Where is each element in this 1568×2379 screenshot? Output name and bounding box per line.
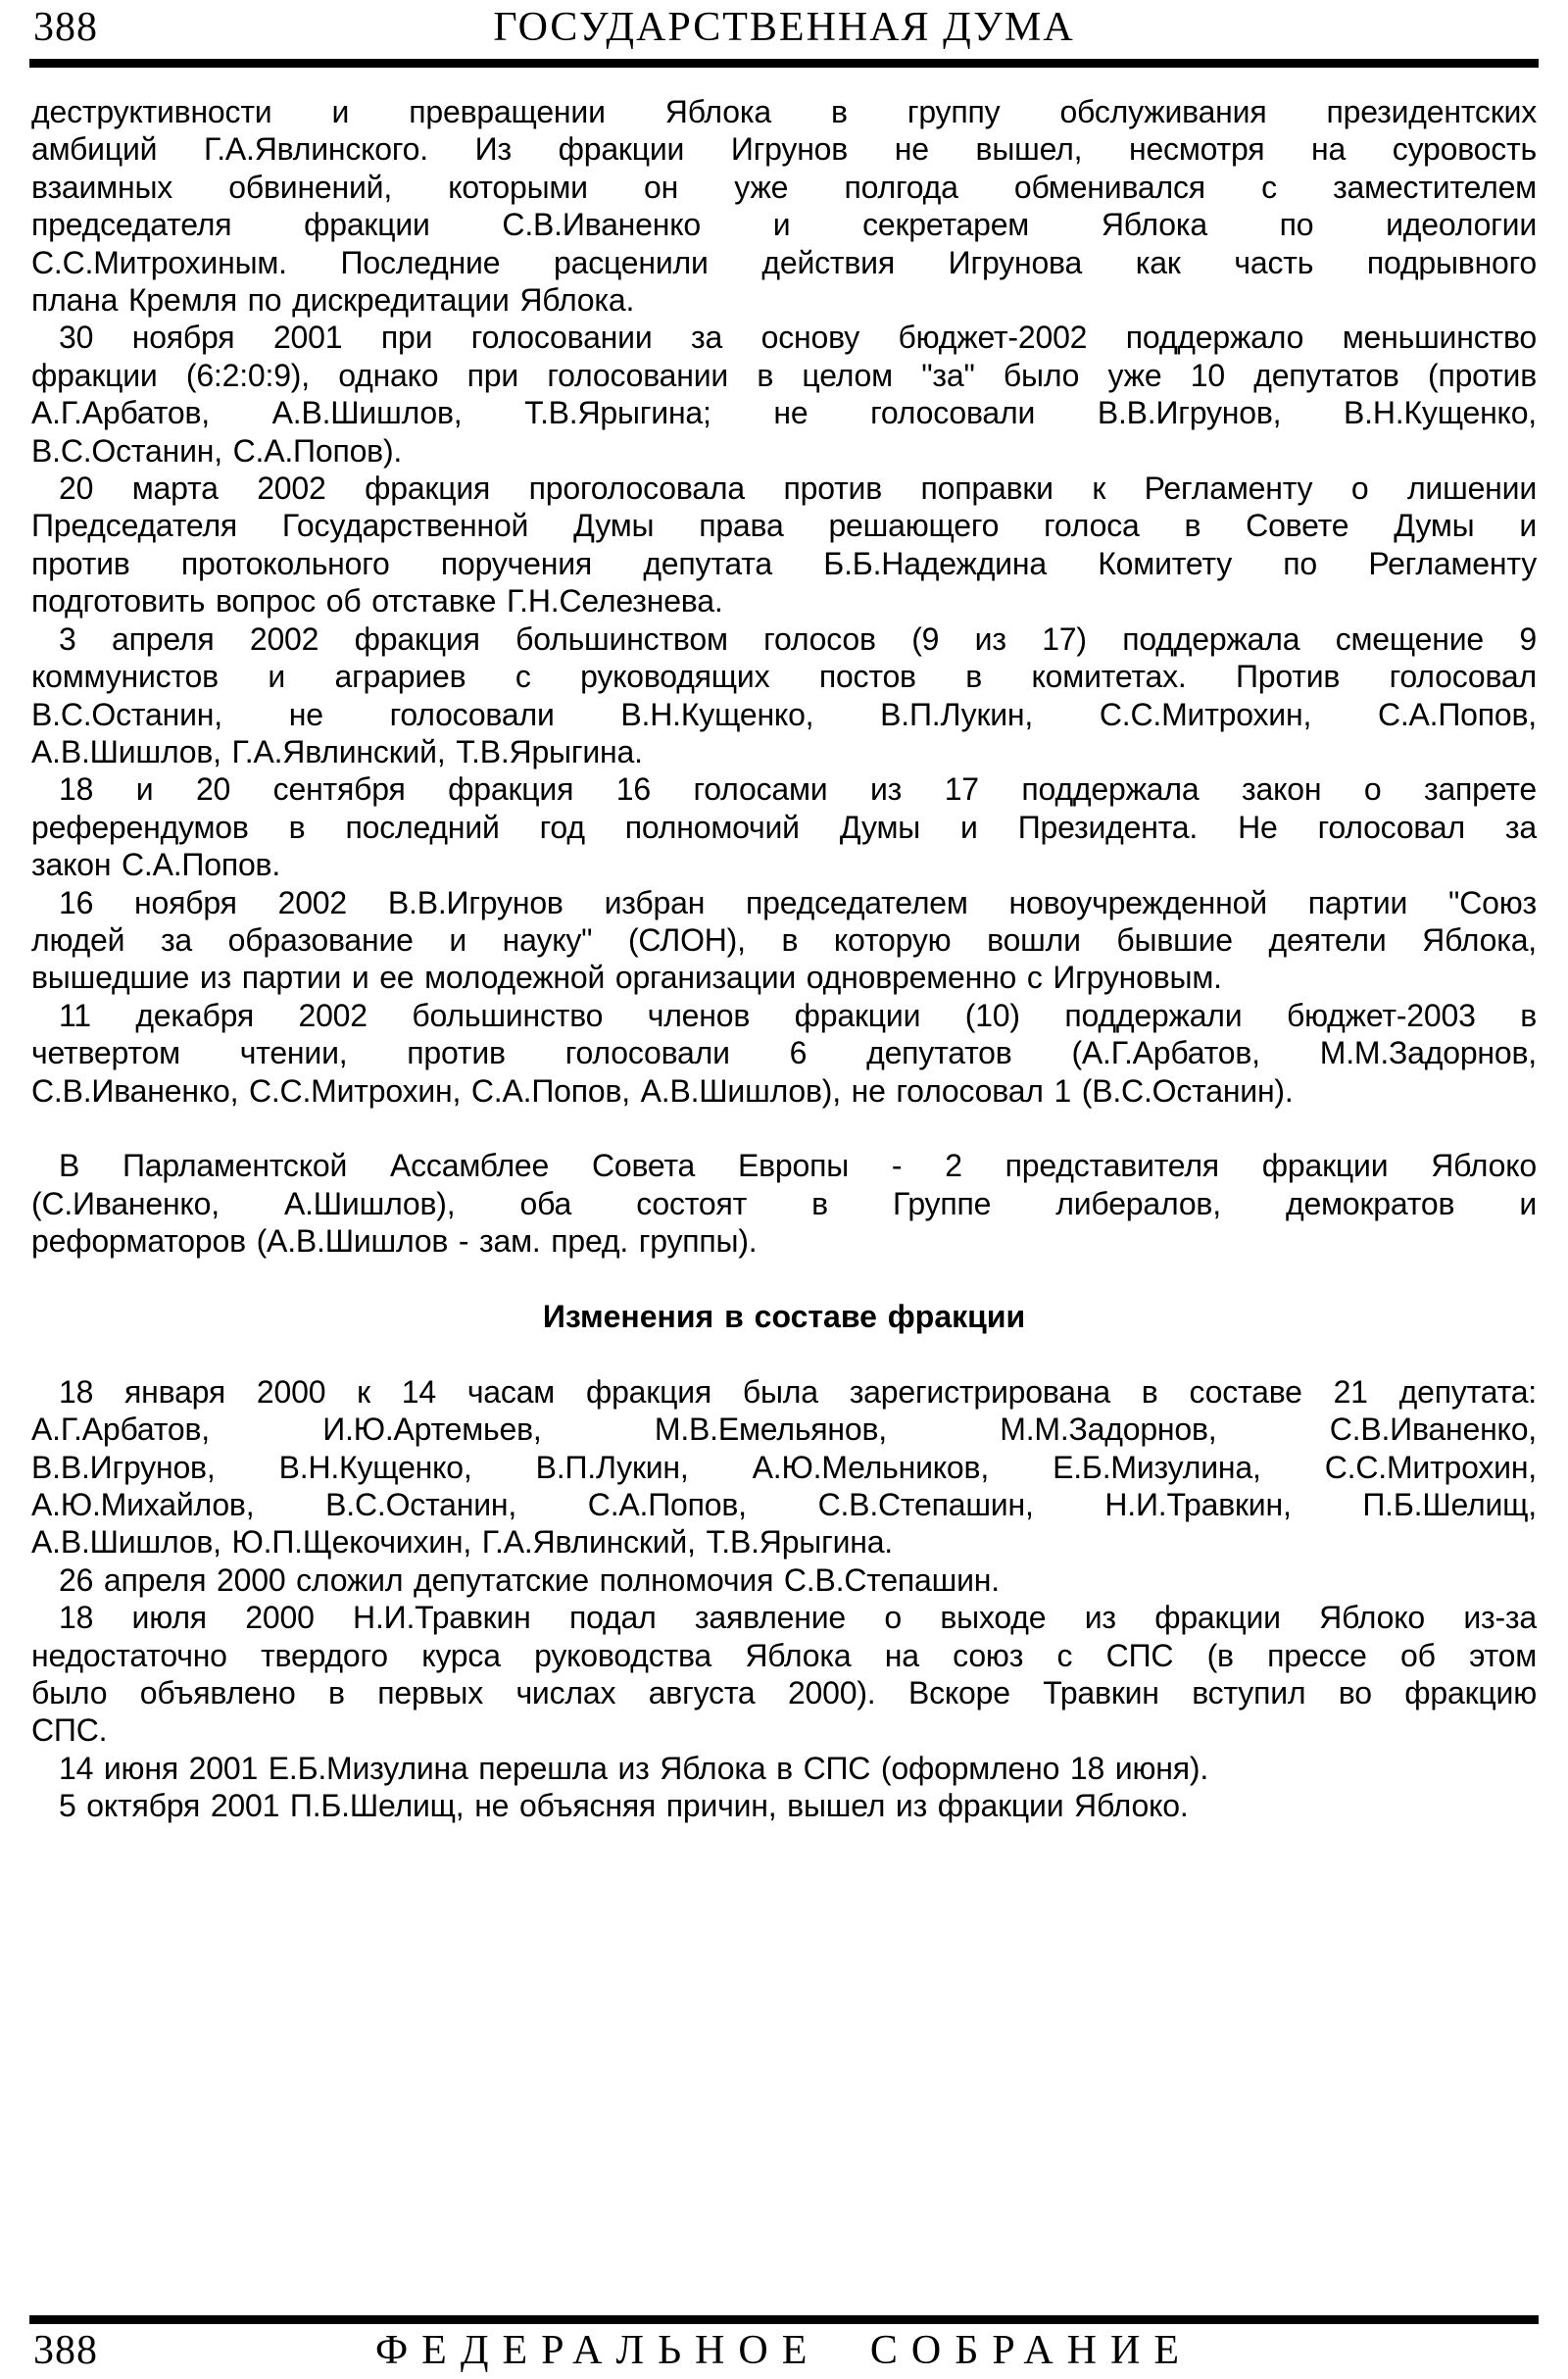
paragraph — [31, 1750, 1537, 1787]
text-line: СПС. — [31, 1712, 108, 1749]
text-line: В.С.Останин, С.А.Попов). — [31, 432, 403, 469]
paragraph — [31, 1599, 1537, 1750]
text-line: закон С.А.Попов. — [31, 847, 281, 883]
paragraph — [31, 93, 1537, 319]
text-line: четвертом чтении, против голосовали 6 депутатов (А.Г.Арбатов, М.М.Задорнов, — [31, 1035, 1537, 1071]
text-line: 18 июля 2000 Н.И.Травкин подал заявление о выходе из фракции Яблоко из-за — [59, 1600, 1537, 1636]
text-line: коммунистов и аграриев с руководящих постов в комитетах. Против голосовал — [31, 659, 1537, 695]
paragraph — [31, 1147, 1537, 1260]
footer-rule — [29, 2315, 1539, 2324]
header-title: ГОСУДАРСТВЕННАЯ ДУМА — [493, 5, 1075, 50]
text-line: 18 и 20 сентября фракция 16 голосами из 17 поддержала закон о запрете — [59, 771, 1537, 808]
text-line: А.Г.Арбатов, И.Ю.Артемьев, М.В.Емельянов, М.М.Задорнов, С.В.Иваненко, — [31, 1412, 1537, 1448]
text-line: фракции (6:2:0:9), однако при голосовании в целом "за" было уже 10 депутатов (против — [31, 357, 1537, 393]
text-line: В.С.Останин, не голосовали В.Н.Кущенко, В.П.Лукин, С.С.Митрохин, С.А.Попов, — [31, 696, 1537, 732]
text-line: против протокольного поручения депутата Б.Б.Надеждина Комитету по Регламенту — [31, 545, 1537, 581]
text-line: 20 марта 2002 фракция проголосовала против поправки к Регламенту о лишении — [59, 471, 1537, 507]
text-line: людей за образование и науку" (СЛОН), в которую вошли бывшие деятели Яблока, — [31, 921, 1537, 958]
text-line: недостаточно твердого курса руководства Яблока на союз с СПС (в прессе об этом — [31, 1637, 1537, 1673]
text-line: (С.Иваненко, А.Шишлов), оба состоят в Группе либералов, демократов и — [31, 1185, 1537, 1221]
text-line: вышедшие из партии и ее молодежной организации одновременно с Игруновым. — [31, 960, 1222, 996]
text-line: подготовить вопрос об отставке Г.Н.Селезнева. — [31, 583, 723, 620]
section-heading: Изменения в составе фракции — [542, 1298, 1026, 1334]
footer-title: ФЕДЕРАЛЬНОЕ СОБРАНИЕ — [375, 2328, 1193, 2373]
paragraph — [31, 620, 1537, 771]
text-line: амбиций Г.А.Явлинского. Из фракции Игрунов не вышел, несмотря на суровость — [31, 131, 1537, 168]
text-line: 16 ноября 2002 В.В.Игрунов избран председателем новоучрежденной партии "Союз — [59, 884, 1537, 920]
text-line: В.В.Игрунов, В.Н.Кущенко, В.П.Лукин, А.Ю.Мельников, Е.Б.Мизулина, С.С.Митрохин, — [31, 1449, 1537, 1485]
text-line: 26 апреля 2000 сложил депутатские полномочия С.В.Степашин. — [59, 1561, 1000, 1598]
header-page-number: 388 — [33, 5, 98, 50]
paragraph — [31, 1561, 1537, 1599]
text-line: деструктивности и превращении Яблока в группу обслуживания президентских — [31, 94, 1537, 129]
text-line: взаимных обвинений, которыми он уже полгода обменивался с заместителем — [31, 169, 1537, 205]
text-line: А.В.Шишлов, Ю.П.Щекочихин, Г.А.Явлинский, Т.В.Ярыгина. — [31, 1524, 893, 1561]
text-line: А.В.Шишлов, Г.А.Явлинский, Т.В.Ярыгина. — [31, 733, 643, 769]
text-line: 30 ноября 2001 при голосовании за основу бюджет-2002 поддержало меньшинство — [59, 320, 1537, 356]
footer-page-number: 388 — [33, 2328, 98, 2373]
text-line: 18 января 2000 к 14 часам фракция была зарегистрирована в составе 21 депутата: — [59, 1373, 1537, 1410]
paragraph — [31, 470, 1537, 620]
paragraph — [31, 770, 1537, 883]
paragraph — [31, 884, 1537, 997]
text-line: А.Ю.Михайлов, В.С.Останин, С.А.Попов, С.В.Степашин, Н.И.Травкин, П.Б.Шелищ, — [31, 1486, 1537, 1522]
paragraph — [31, 1373, 1537, 1561]
text-line: В Парламентской Ассамблее Совета Европы - 2 представителя фракции Яблоко — [59, 1148, 1537, 1184]
text-line: реформаторов (А.В.Шишлов - зам. пред. группы). — [31, 1223, 758, 1260]
text-line: председателя фракции С.В.Иваненко и секретарем Яблока по идеологии — [31, 207, 1537, 243]
text-line: С.С.Митрохиным. Последние расценили действия Игрунова как часть подрывного — [31, 244, 1537, 280]
paragraph — [31, 997, 1537, 1110]
paragraph — [31, 319, 1537, 470]
text-line: 14 июня 2001 Е.Б.Мизулина перешла из Яблока в СПС (оформлено 18 июня). — [59, 1750, 1209, 1786]
text-line: 3 апреля 2002 фракция большинством голосов (9 из 17) поддержала смещение 9 — [59, 620, 1537, 657]
text-line: референдумов в последний год полномочий Думы и Президента. Не голосовал за — [31, 809, 1537, 845]
header-rule — [29, 59, 1539, 68]
text-line: А.Г.Арбатов, А.В.Шишлов, Т.В.Ярыгина; не голосовали В.В.Игрунов, В.Н.Кущенко, — [31, 395, 1537, 431]
text-line: плана Кремля по дискредитации Яблока. — [31, 282, 635, 319]
text-line: было объявлено в первых числах августа 2000). Вскоре Травкин вступил во фракцию — [31, 1675, 1537, 1711]
text-line: С.В.Иваненко, С.С.Митрохин, С.А.Попов, А.В.Шишлов), не голосовал 1 (В.С.Останин). — [31, 1072, 1294, 1109]
text-line: 11 декабря 2002 большинство членов фракции (10) поддержали бюджет-2003 в — [59, 997, 1537, 1033]
document-body — [31, 93, 1537, 1825]
paragraph — [31, 1787, 1537, 1824]
text-line: Председателя Государственной Думы права решающего голоса в Совете Думы и — [31, 508, 1537, 544]
text-line: 5 октября 2001 П.Б.Шелищ, не объясняя причин, вышел из фракции Яблоко. — [59, 1788, 1189, 1824]
